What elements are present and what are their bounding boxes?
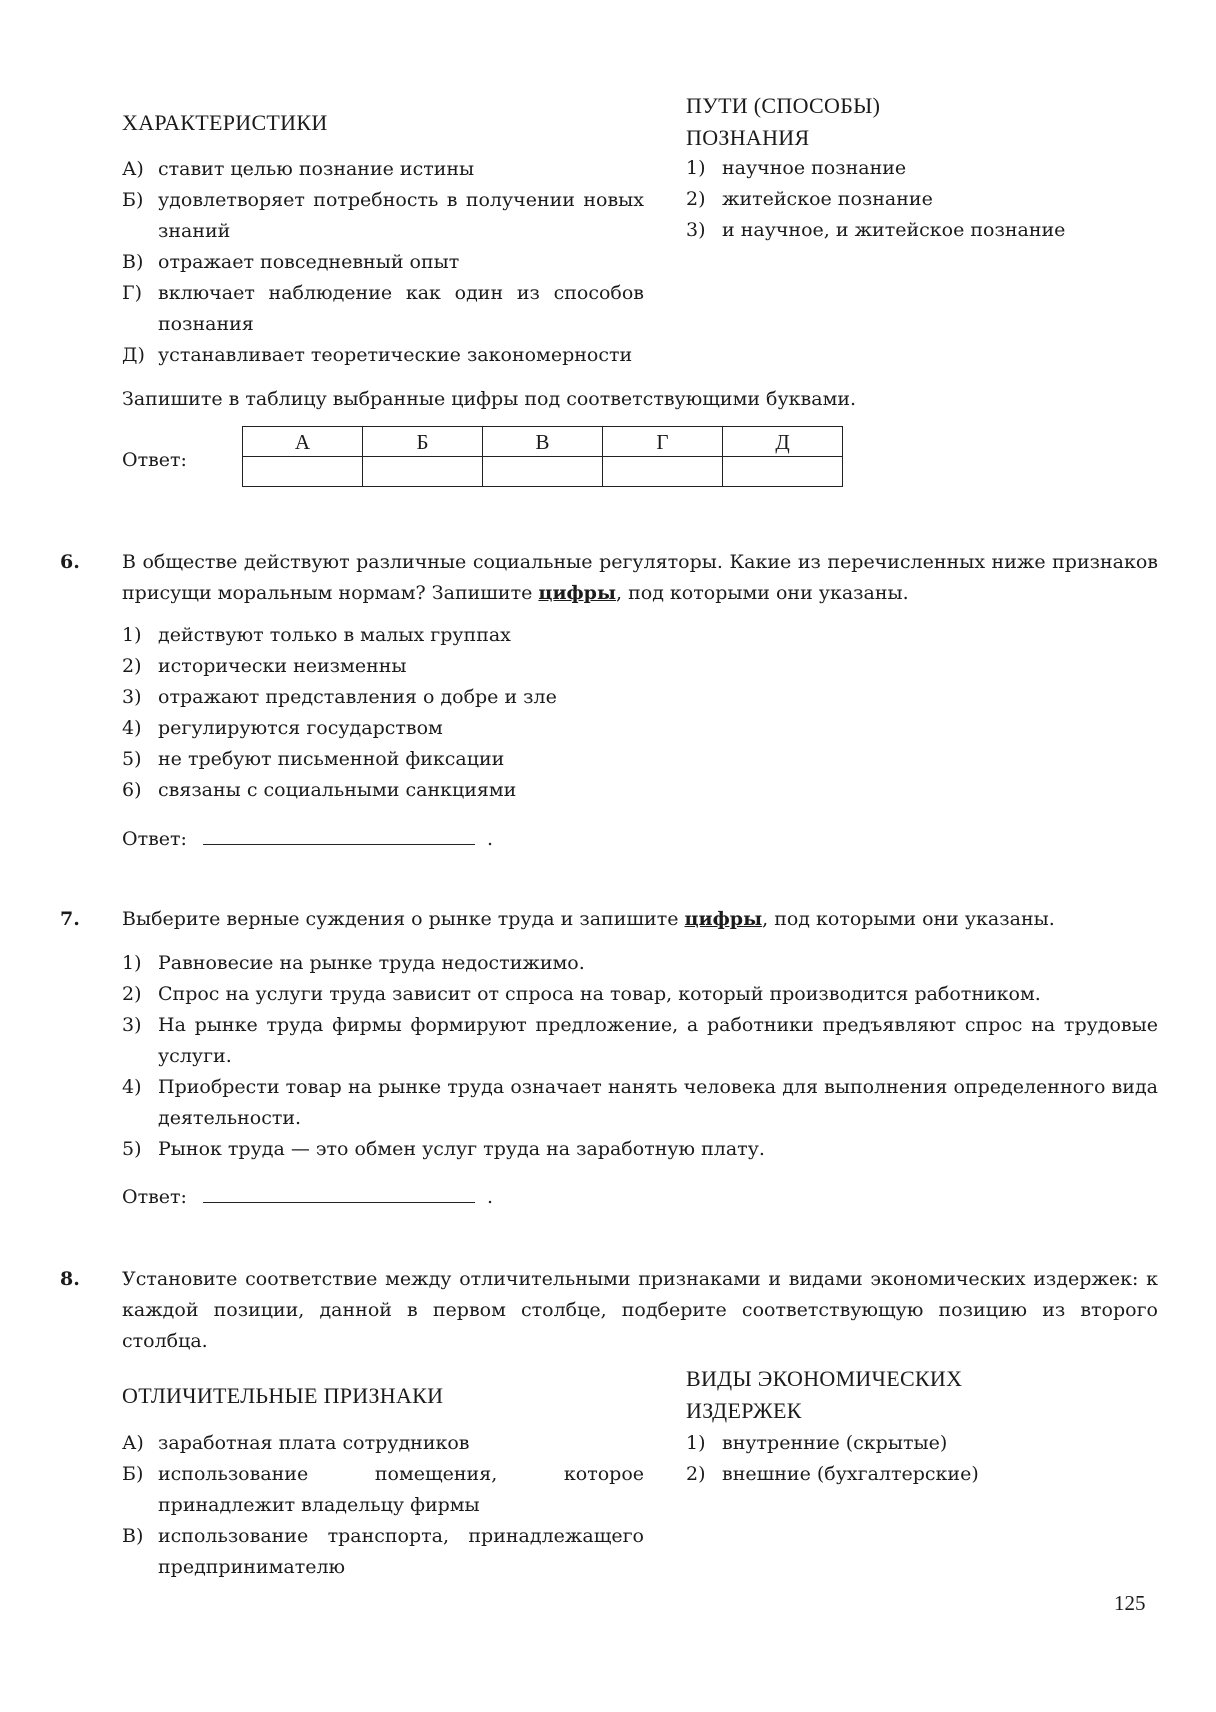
item-text: ставит целью познание истины — [158, 158, 475, 180]
item-number: 3) — [122, 686, 142, 708]
q7-text-bold: цифры — [684, 908, 763, 930]
q8-features-list — [122, 1428, 644, 1583]
table-header-cell: Д — [723, 427, 843, 457]
item-text: На рынке труда фирмы формируют предложение, а работники предъявляют спрос на трудовые услуги. — [158, 1014, 1158, 1067]
q8-text: Установите соответствие между отличительными признаками и видами экономических издержек: к каждой позиции, данной в первом столбце, подберите соответствующую позицию из второго столбца. — [122, 1268, 1158, 1352]
list-item — [122, 979, 1158, 1010]
q5-right-header — [686, 90, 880, 154]
item-number: 5) — [122, 748, 142, 770]
list-item — [122, 1521, 644, 1583]
item-number: 4) — [122, 717, 142, 739]
q7-answer-field[interactable] — [203, 1180, 475, 1203]
item-text: Рынок труда — это обмен услуг труда на заработную плату. — [158, 1138, 765, 1160]
list-item — [686, 215, 1166, 246]
q8-right-header — [686, 1363, 962, 1427]
q6-answer-field[interactable] — [203, 822, 475, 845]
item-text: Спрос на услуги труда зависит от спроса на товар, который производится работником. — [158, 983, 1041, 1005]
item-number: 1) — [686, 1432, 706, 1454]
list-item — [686, 184, 1166, 215]
list-item — [122, 340, 644, 371]
item-number: 3) — [122, 1014, 142, 1036]
q7-options-list — [122, 948, 1158, 1165]
item-text: не требуют письменной фиксации — [158, 748, 505, 770]
item-number: 3) — [686, 219, 706, 241]
item-text: Равновесие на рынке труда недостижимо. — [158, 952, 585, 974]
q5-ways-list — [686, 153, 1166, 246]
q5-right-header-line1: ПУТИ (СПОСОБЫ) — [686, 93, 881, 118]
item-text: устанавливает теоретические закономерности — [158, 344, 633, 366]
item-text: внутренние (скрытые) — [722, 1432, 948, 1454]
q5-instruction: Запишите в таблицу выбранные цифры под соответствующими буквами. — [122, 388, 857, 410]
q6-answer — [122, 822, 493, 855]
q5-right-header-line2: ПОЗНАНИЯ — [686, 125, 810, 150]
item-text: отражает повседневный опыт — [158, 251, 460, 273]
q6-text — [122, 547, 1158, 609]
list-item — [686, 153, 1166, 184]
q5-answer-table — [242, 426, 843, 487]
q7-answer-label: Ответ: — [122, 1186, 187, 1208]
item-text: исторически неизменны — [158, 655, 407, 677]
list-item — [122, 185, 644, 247]
q7-number: 7. — [60, 908, 80, 930]
item-text: научное познание — [722, 157, 907, 179]
item-text: отражают представления о добре и зле — [158, 686, 557, 708]
list-item — [122, 1010, 1158, 1072]
item-number: 2) — [122, 983, 142, 1005]
list-item — [122, 620, 1022, 651]
q7-text-after: , под которыми они указаны. — [762, 908, 1055, 930]
q5-characteristics-list — [122, 154, 644, 371]
item-text: и научное, и житейское познание — [722, 219, 1066, 241]
q7-text — [122, 904, 1158, 935]
answer-cell[interactable] — [363, 457, 483, 487]
list-item — [122, 651, 1022, 682]
list-item — [122, 154, 644, 185]
item-letter: Г) — [122, 282, 142, 304]
q6-answer-label: Ответ: — [122, 828, 187, 850]
item-text: удовлетворяет потребность в получении новых знаний — [158, 189, 644, 242]
q6-options-list — [122, 620, 1022, 806]
item-number: 2) — [686, 188, 706, 210]
item-text: включает наблюдение как один из способов познания — [158, 282, 644, 335]
list-item — [686, 1459, 1166, 1490]
list-item — [122, 775, 1022, 806]
item-text: использование помещения, которое принадлежит владельцу фирмы — [158, 1463, 644, 1516]
page-number: 125 — [1114, 1591, 1146, 1615]
list-item — [122, 713, 1022, 744]
list-item — [122, 278, 644, 340]
table-header-cell: В — [483, 427, 603, 457]
item-letter: А) — [122, 158, 144, 180]
table-header-cell: Б — [363, 427, 483, 457]
item-text: действуют только в малых группах — [158, 624, 511, 646]
list-item — [122, 1134, 1158, 1165]
answer-cell[interactable] — [483, 457, 603, 487]
q8-left-header: ОТЛИЧИТЕЛЬНЫЕ ПРИЗНАКИ — [122, 1383, 444, 1408]
q6-text-after: , под которыми они указаны. — [616, 582, 909, 604]
answer-cell[interactable] — [243, 457, 363, 487]
q6-text-bold: цифры — [538, 582, 617, 604]
item-letter: А) — [122, 1432, 144, 1454]
q8-right-header-line2: ИЗДЕРЖЕК — [686, 1398, 802, 1423]
table-header-cell: Г — [603, 427, 723, 457]
item-text: связаны с социальными санкциями — [158, 779, 517, 801]
item-letter: В) — [122, 1525, 144, 1547]
q7-text-before: Выберите верные суждения о рынке труда и запишите — [122, 908, 685, 930]
item-text: внешние (бухгалтерские) — [722, 1463, 979, 1485]
item-text: житейское познание — [722, 188, 933, 210]
list-item — [122, 948, 1158, 979]
list-item — [122, 682, 1022, 713]
item-text: регулируются государством — [158, 717, 443, 739]
item-number: 6) — [122, 779, 142, 801]
item-number: 1) — [122, 952, 142, 974]
item-number: 1) — [122, 624, 142, 646]
answer-cell[interactable] — [603, 457, 723, 487]
list-item — [122, 744, 1022, 775]
list-item — [122, 247, 644, 278]
list-item — [686, 1428, 1166, 1459]
q6-text-before: В обществе действуют различные социальные регуляторы. Какие из перечисленных ниже признаков присущи моральным нормам? Запишите — [122, 551, 1158, 604]
q7-answer — [122, 1180, 493, 1213]
item-letter: Б) — [122, 1463, 144, 1485]
item-text: заработная плата сотрудников — [158, 1432, 470, 1454]
item-letter: Б) — [122, 189, 144, 211]
item-number: 4) — [122, 1076, 142, 1098]
item-number: 1) — [686, 157, 706, 179]
answer-cell[interactable] — [723, 457, 843, 487]
item-letter: В) — [122, 251, 144, 273]
table-header-cell: А — [243, 427, 363, 457]
item-text: использование транспорта, принадлежащего предпринимателю — [158, 1525, 644, 1578]
list-item — [122, 1072, 1158, 1134]
list-item — [122, 1459, 644, 1521]
item-number: 2) — [122, 655, 142, 677]
q5-left-header: ХАРАКТЕРИСТИКИ — [122, 110, 328, 135]
q6-answer-end: . — [486, 828, 493, 850]
q7-answer-end: . — [486, 1186, 493, 1208]
item-number: 2) — [686, 1463, 706, 1485]
item-text: Приобрести товар на рынке труда означает нанять человека для выполнения определенного вида деятельности. — [158, 1076, 1158, 1129]
q6-number: 6. — [60, 551, 80, 573]
q8-right-header-line1: ВИДЫ ЭКОНОМИЧЕСКИХ — [686, 1366, 963, 1391]
q8-cost-types-list — [686, 1428, 1166, 1490]
q5-answer-label: Ответ: — [122, 449, 187, 471]
item-number: 5) — [122, 1138, 142, 1160]
list-item — [122, 1428, 644, 1459]
q8-number: 8. — [60, 1268, 80, 1290]
item-letter: Д) — [122, 344, 145, 366]
